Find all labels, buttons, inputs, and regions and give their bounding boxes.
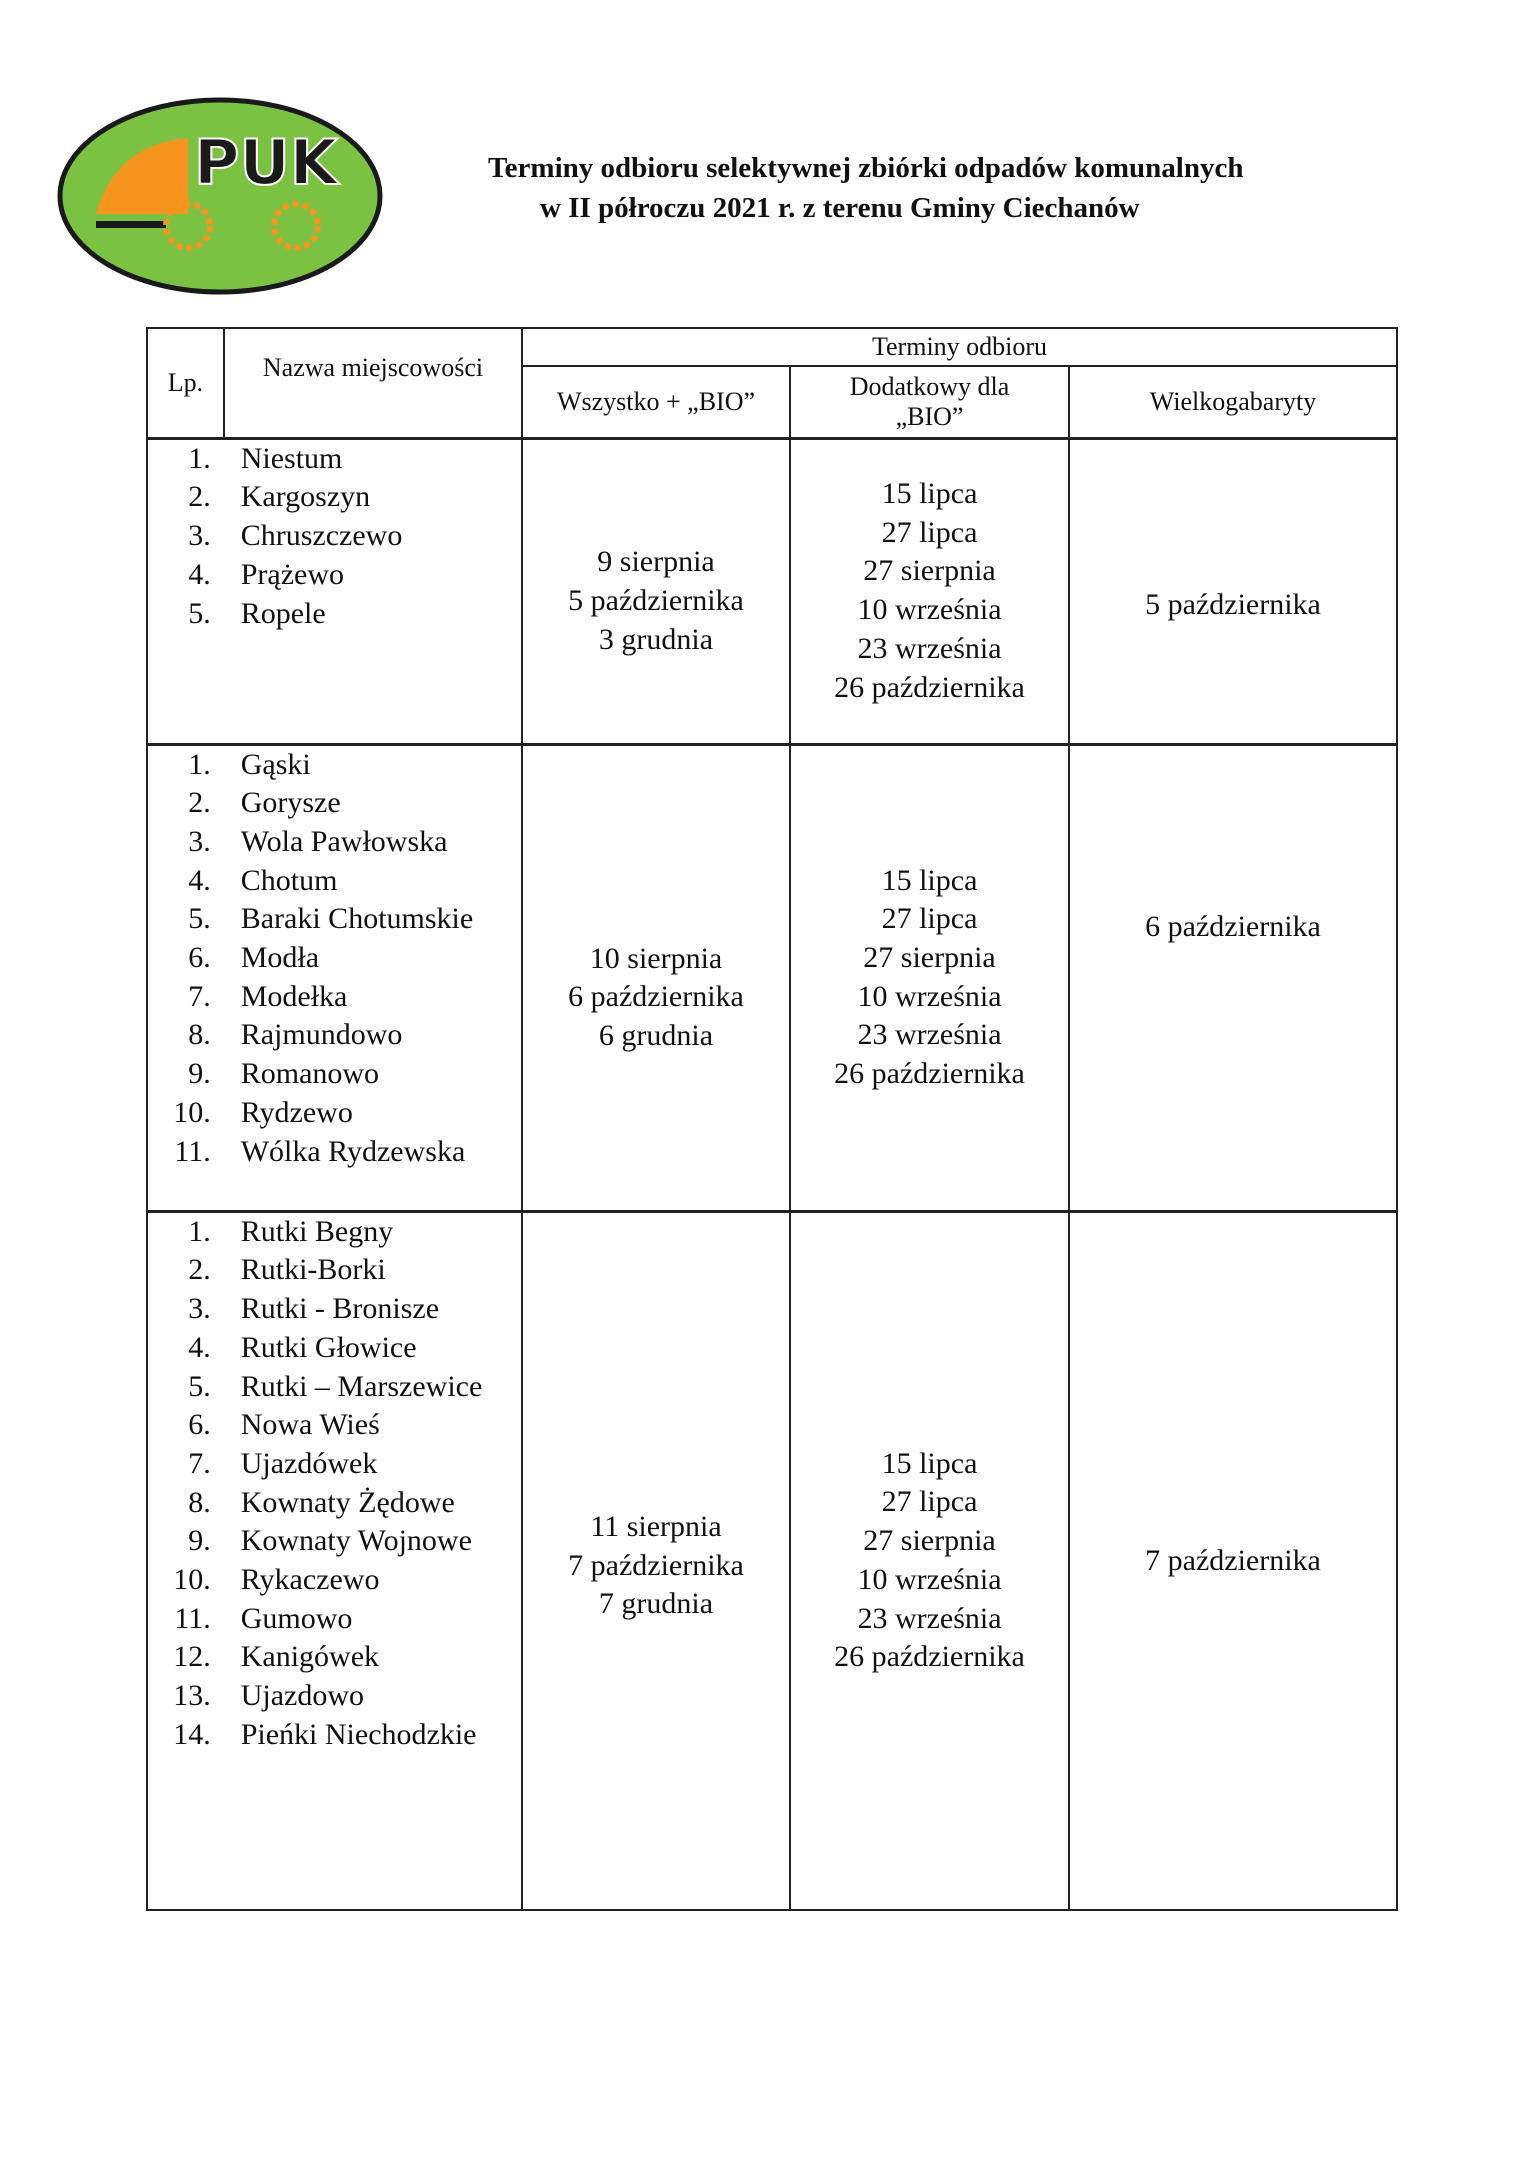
town-name: Kownaty Wojnowe <box>240 1524 472 1558</box>
table-row <box>147 1211 1397 1910</box>
date-value: 11 sierpnia <box>590 1509 722 1543</box>
date-value: 15 lipca <box>881 863 978 897</box>
list-item <box>148 1677 521 1716</box>
list-item <box>148 784 521 823</box>
date-value: 27 sierpnia <box>863 940 996 974</box>
header-extra-bio: Dodatkowy dla „BIO” <box>790 366 1069 438</box>
date-value: 5 października <box>568 583 744 617</box>
header-lp: Lp. <box>147 328 224 438</box>
table-row <box>147 438 1397 744</box>
town-name: Rutki Głowice <box>240 1330 417 1364</box>
town-name: Rykaczewo <box>240 1563 380 1597</box>
bulky-dates <box>1069 744 1397 1211</box>
town-number: 5. <box>188 596 211 630</box>
town-number: 3. <box>188 824 211 858</box>
town-number: 8. <box>188 1018 211 1052</box>
list-item <box>148 1445 521 1484</box>
town-number: 5. <box>188 1369 211 1403</box>
date-value: 27 lipca <box>881 1485 978 1519</box>
town-number: 9. <box>188 1524 211 1558</box>
list-item <box>148 823 521 862</box>
town-number: 10. <box>173 1095 211 1129</box>
extra-bio-dates <box>790 438 1069 744</box>
list-item <box>148 978 521 1017</box>
date-value: 26 października <box>834 1057 1025 1091</box>
town-number: 4. <box>188 1330 211 1364</box>
extra-bio-dates <box>790 744 1069 1211</box>
list-item <box>148 1055 521 1094</box>
document-title <box>470 148 1370 228</box>
all-bio-dates <box>522 744 790 1211</box>
list-item <box>148 440 521 479</box>
town-number: 12. <box>173 1640 211 1674</box>
date-value: 10 września <box>857 979 1002 1013</box>
bulky-dates <box>1069 1211 1397 1910</box>
bulky-dates <box>1069 438 1397 744</box>
date-value: 6 października <box>568 980 744 1014</box>
all-bio-dates <box>522 1211 790 1910</box>
collection-schedule-table <box>146 327 1398 1911</box>
list-item <box>148 1251 521 1290</box>
town-number: 2. <box>188 786 211 820</box>
list-item <box>148 1094 521 1133</box>
town-number: 3. <box>188 1292 211 1326</box>
logo-text: PUK <box>194 126 338 199</box>
town-number: 13. <box>173 1679 211 1713</box>
town-name: Rutki Begny <box>240 1214 394 1248</box>
table-row <box>147 744 1397 1211</box>
town-name: Wola Pawłowska <box>240 824 448 858</box>
title-line-1: Terminy odbioru selektywnej zbiórki odpadów komunalnych <box>488 152 1244 184</box>
town-name: Rajmundowo <box>240 1018 403 1052</box>
list-item <box>148 1406 521 1445</box>
date-value: 9 sierpnia <box>597 545 715 579</box>
town-name: Niestum <box>240 441 343 475</box>
list-item <box>148 478 521 517</box>
town-number: 2. <box>188 480 211 514</box>
date-value: 15 lipca <box>881 1446 978 1480</box>
town-name: Baraki Chotumskie <box>240 902 474 936</box>
town-name: Nowa Wieś <box>240 1408 380 1442</box>
town-name: Ujazdówek <box>240 1446 378 1480</box>
town-number: 11. <box>174 1134 211 1168</box>
puk-logo <box>56 96 384 296</box>
list-item <box>148 556 521 595</box>
header-bulky: Wielkogabaryty <box>1069 366 1397 438</box>
town-name: Rutki - Bronisze <box>240 1292 440 1326</box>
list-item <box>148 1213 521 1252</box>
date-value: 27 lipca <box>881 902 978 936</box>
town-number: 1. <box>188 747 211 781</box>
list-item <box>148 517 521 556</box>
town-number: 6. <box>188 941 211 975</box>
town-name: Rutki-Borki <box>240 1253 386 1287</box>
town-name: Modła <box>240 941 320 975</box>
town-name: Rutki – Marszewice <box>240 1369 483 1403</box>
town-number: 6. <box>188 1408 211 1442</box>
town-name: Romanowo <box>240 1057 380 1091</box>
list-item <box>148 1522 521 1561</box>
list-item <box>148 1561 521 1600</box>
town-name: Gąski <box>240 747 311 781</box>
list-item <box>148 595 521 634</box>
town-number: 2. <box>188 1253 211 1287</box>
list-item <box>148 862 521 901</box>
date-value: 26 października <box>834 1640 1025 1674</box>
header-all-bio: Wszystko + „BIO” <box>522 366 790 438</box>
list-item <box>148 1484 521 1523</box>
all-bio-dates <box>522 438 790 744</box>
list-item <box>148 900 521 939</box>
list-item <box>148 746 521 785</box>
header-name: Nazwa miejscowości <box>224 328 522 438</box>
list-item <box>148 1638 521 1677</box>
date-value: 23 września <box>857 631 1002 665</box>
town-name: Kanigówek <box>240 1640 380 1674</box>
town-name: Pieńki Niechodzkie <box>240 1717 477 1751</box>
list-item <box>148 1290 521 1329</box>
town-name: Modełka <box>240 979 348 1013</box>
town-number: 4. <box>188 863 211 897</box>
date-value: 23 września <box>857 1601 1002 1635</box>
list-item <box>148 1600 521 1639</box>
list-item <box>148 1329 521 1368</box>
date-value: 10 września <box>857 593 1002 627</box>
date-value: 6 grudnia <box>598 1018 714 1052</box>
town-name: Ujazdowo <box>240 1679 365 1713</box>
town-name: Prążewo <box>240 557 345 591</box>
town-number: 9. <box>188 1057 211 1091</box>
date-value: 26 października <box>834 670 1025 704</box>
town-number: 1. <box>188 1214 211 1248</box>
town-name: Gumowo <box>240 1601 353 1635</box>
town-name: Chruszczewo <box>240 519 403 553</box>
title-line-2: w II półroczu 2021 r. z terenu Gminy Ciechanów <box>540 192 1140 224</box>
extra-bio-dates <box>790 1211 1069 1910</box>
date-value: 7 grudnia <box>598 1587 714 1621</box>
town-name: Wólka Rydzewska <box>240 1134 466 1168</box>
puk-logo-graphic <box>56 96 384 296</box>
date-value: 27 sierpnia <box>863 554 996 588</box>
list-item <box>148 1016 521 1055</box>
date-value: 23 września <box>857 1018 1002 1052</box>
town-number: 3. <box>188 519 211 553</box>
date-value: 3 grudnia <box>598 622 714 656</box>
date-value: 10 września <box>857 1562 1002 1596</box>
list-item <box>148 939 521 978</box>
town-number: 4. <box>188 557 211 591</box>
town-number: 7. <box>188 979 211 1013</box>
date-value: 27 sierpnia <box>863 1524 996 1558</box>
town-name: Gorysze <box>240 786 341 820</box>
town-name: Chotum <box>240 863 338 897</box>
town-number: 1. <box>188 441 211 475</box>
list-item <box>148 1133 521 1172</box>
town-number: 5. <box>188 902 211 936</box>
town-number: 8. <box>188 1485 211 1519</box>
date-value: 7 października <box>568 1548 744 1582</box>
town-name: Kownaty Żędowe <box>240 1485 455 1519</box>
header-terms: Terminy odbioru <box>522 328 1397 366</box>
town-number: 10. <box>173 1563 211 1597</box>
list-item <box>148 1716 521 1755</box>
town-name: Ropele <box>240 596 326 630</box>
town-name: Rydzewo <box>240 1095 353 1129</box>
date-value: 7 października <box>1145 1543 1321 1577</box>
towns-cell <box>147 744 522 1211</box>
date-value: 5 października <box>1145 587 1321 621</box>
towns-cell <box>147 438 522 744</box>
date-value: 27 lipca <box>881 515 978 549</box>
town-number: 11. <box>174 1601 211 1635</box>
towns-cell <box>147 1211 522 1910</box>
town-number: 14. <box>173 1717 211 1751</box>
town-number: 7. <box>188 1446 211 1480</box>
date-value: 6 października <box>1145 910 1321 944</box>
list-item <box>148 1368 521 1407</box>
date-value: 10 sierpnia <box>589 941 723 975</box>
date-value: 15 lipca <box>881 477 978 511</box>
town-name: Kargoszyn <box>240 480 371 514</box>
